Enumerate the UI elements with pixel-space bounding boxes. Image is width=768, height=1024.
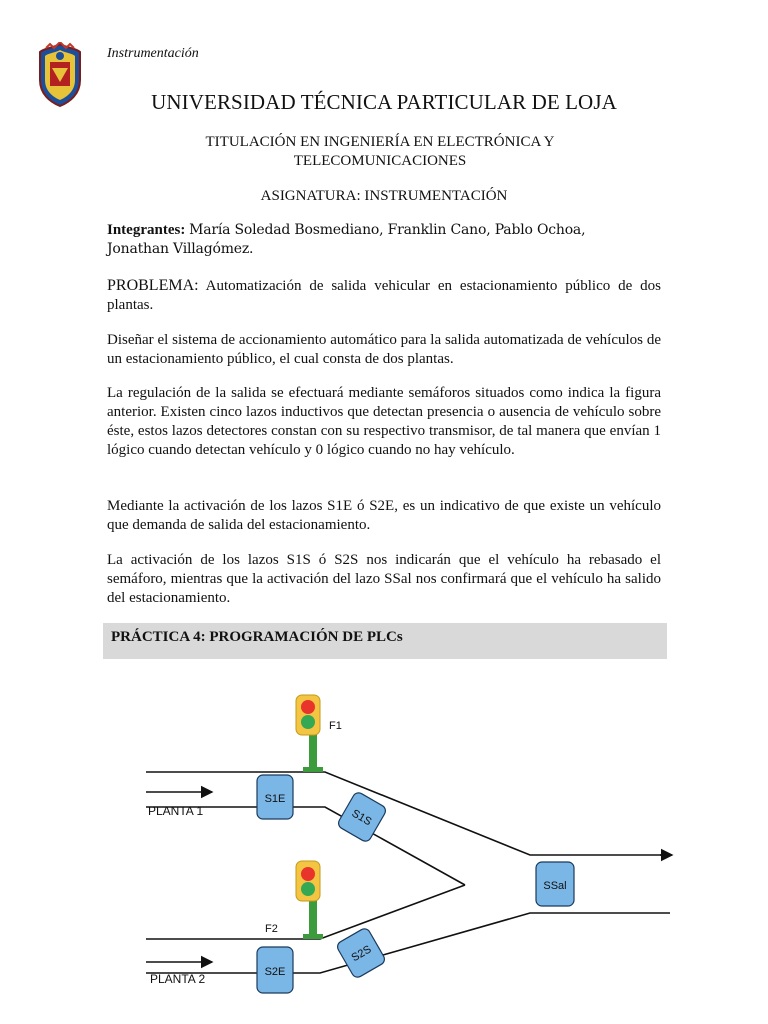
paragraph-regulation: La regulación de la salida se efectuará mediante semáforos situados como indica la figura anterior. Existen cinco lazos inductivos que detectan presencia o ausencia de vehículo sobre éste, estos lazos detectores constan con su respectivo transmisor, de tal manera que envían 1 lógico cuando detectan vehículo y 0 lógico cuando no hay vehículo. <box>107 385 661 458</box>
section-header-bar <box>103 623 667 659</box>
problem-label: PROBLEMA: <box>107 277 199 294</box>
paragraph-activation-entry: Mediante la activación de los lazos S1E ó S2E, es un indicativo de que existe un vehículo que demanda de salida del estacionamiento. <box>107 498 661 533</box>
program-subtitle <box>180 133 580 171</box>
road-lower-outer-edge <box>146 913 670 973</box>
road-upper-outer-edge <box>146 772 670 855</box>
members-label: Integrantes: <box>107 222 186 238</box>
sensor-s2s <box>335 927 386 980</box>
diagram-svg <box>120 685 680 1024</box>
traffic-light-f1 <box>296 695 342 772</box>
level-1-label: PLANTA 1 <box>148 804 204 818</box>
sensor-s1e <box>257 775 293 819</box>
traffic-light-f2 <box>265 861 323 939</box>
paragraph-design: Diseñar el sistema de accionamiento automático para la salida automatizada de vehículos de un estacionamiento público, el cual consta de dos plantas. <box>107 332 661 367</box>
traffic-light-f1-label: F1 <box>329 720 342 732</box>
section-title: PRÁCTICA 4: PROGRAMACIÓN DE PLCs <box>111 629 403 645</box>
level-2-label: PLANTA 2 <box>150 972 206 986</box>
sensor-s2s-label: S2S <box>349 943 374 965</box>
sensor-s2e <box>257 947 293 993</box>
problem-text: Automatización de salida vehicular en estacionamiento público de dos plantas. <box>107 278 661 313</box>
program-subtitle-line-2: TELECOMUNICACIONES <box>293 153 467 169</box>
members-paragraph <box>107 221 647 259</box>
course-name: ASIGNATURA: INSTRUMENTACIÓN <box>260 188 508 204</box>
road-lines <box>146 772 670 973</box>
parking-exit-diagram <box>120 685 680 1024</box>
program-subtitle-line-1: TITULACIÓN EN INGENIERÍA EN ELECTRÓNICA Y <box>205 134 555 150</box>
sensor-s1e-label: S1E <box>264 793 286 805</box>
problem-paragraph <box>107 276 661 315</box>
header-label: Instrumentación <box>107 46 199 61</box>
sensor-s1s-label: S1S <box>349 807 374 829</box>
sensor-s1s <box>336 791 387 844</box>
sensor-ssal <box>536 862 574 906</box>
paragraph-activation-exit: La activación de los lazos S1S ó S2S nos indicarán que el vehículo ha rebasado el semáforo, mientras que la activación del lazo SSal nos confirmará que el vehículo ha salido del estacionamiento. <box>107 552 661 606</box>
traffic-light-f2-label: F2 <box>265 923 278 935</box>
members-names: María Soledad Bosmediano, Franklin Cano, Pablo Ochoa, Jonathan Villagómez. <box>107 222 586 257</box>
sensor-ssal-label: SSal <box>543 880 567 892</box>
sensor-s2e-label: S2E <box>264 966 286 978</box>
university-title: UNIVERSIDAD TÉCNICA PARTICULAR DE LOJA <box>151 90 617 114</box>
